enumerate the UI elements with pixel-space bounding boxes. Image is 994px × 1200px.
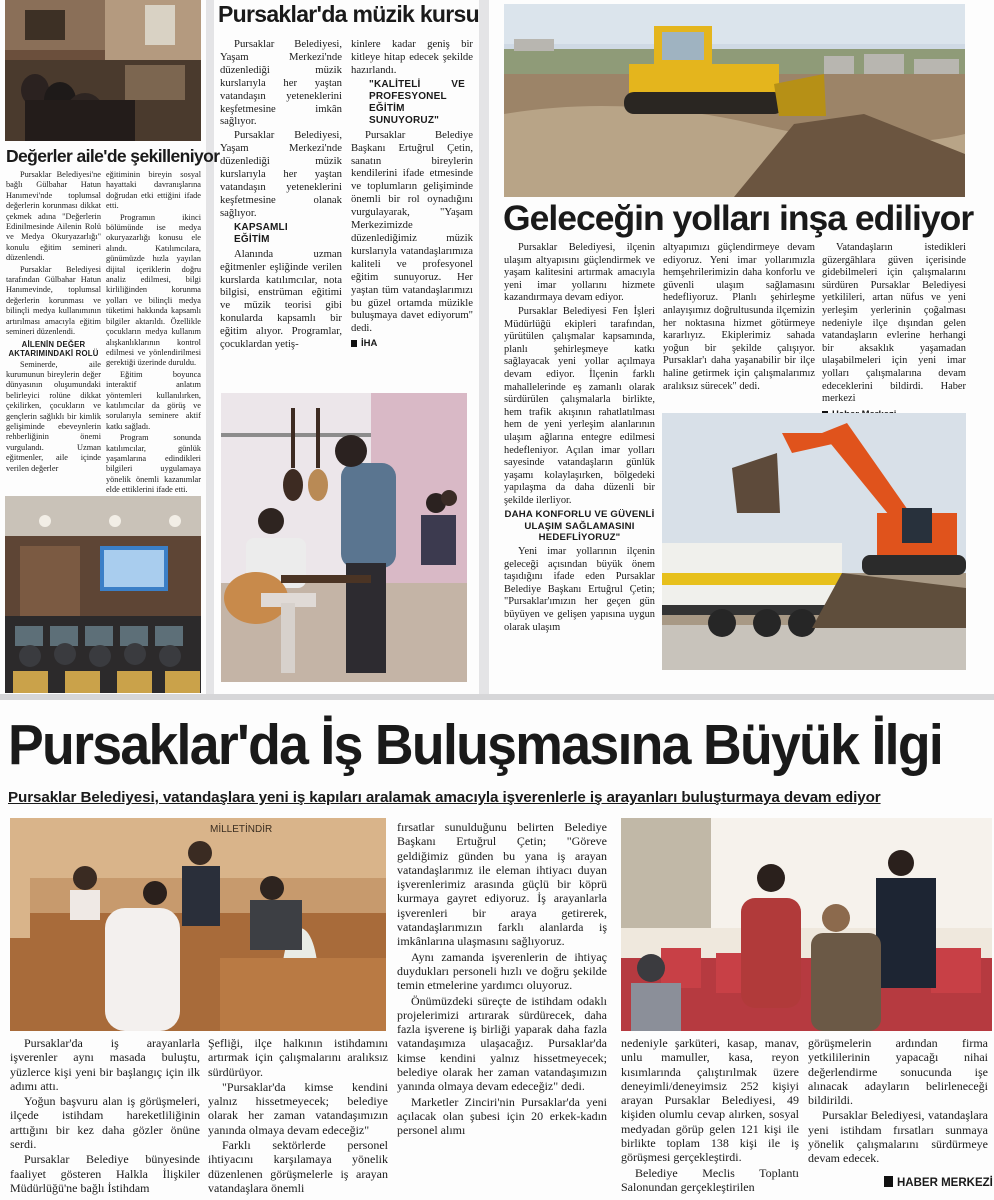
paragraph: Farklı sektörlerde personel ihtiyacını karşılamaya yönelik düzenlenen görüşmelerle iş arayan vatandaşlara önemli [208, 1138, 388, 1195]
paragraph: Pursaklar Belediyesi, ilçenin ulaşım altyapısını güçlendirmek ve yaşam kalitesini artırmak amacıyla yeni imar yollarını hizmete kazandırmaya devam ediyor. [504, 242, 655, 304]
muzik-subhead-2: "KALİTELİ VE PROFESYONEL EĞİTİM SUNUYORUZ" [369, 78, 465, 126]
paragraph: Yoğun başvuru alan iş görüşmeleri, ilçede istihdam hareketliliğinin arttığını bir kez daha gözler önüne serdi. [10, 1094, 200, 1152]
yollar-subhead: DAHA KONFORLU VE GÜVENLİ ULAŞIM SAĞLAMASINI HEDEFLİYORUZ" [504, 509, 655, 544]
yollar-col3 [822, 242, 966, 421]
paragraph: Pursaklar Belediye Başkanı Ertuğrul Çetin, sanatın bireylerin kendilerini ifade etmesinde ve toplumların gelişiminde önemli bir rol oynadığını vurgulayarak, "Yaşam Merkezimizde düzenlediğimiz müzik kurslarıyla vatandaşlarımıza kaliteli ve profesyonel eğitim sunuyoruz. Her yaştan tüm vatandaşlarımızı bu güzel ortamda müzikle buluşmaya davet ediyorum" dedi. [351, 128, 473, 335]
degerler-headline: Değerler aile'de şekilleniyor [6, 146, 220, 166]
paragraph: Pursaklar Belediyesi Fen İşleri Müdürlüğü ekipleri tarafından, yürütülen çalışmalar kapsamında, planlı şehirleşmeye katkı sağlayacak yeni yollar açılmaya devam ediyor. İlçenin farklı mahallelerinde eş zamanlı olarak sürdürülen çalışmalarla birlikte, hem trafik akışının rahatlatılması hem de yeni yerleşim alanlarının ulaşım ağlarına entegre edilmesi hedefleniyor. Açılan imar yolları sayesinde vatandaşların günlük yaşamı kolaylaşırken, bölgedeki yapılaşma da daha düzenli bir şekilde ilerliyor. [504, 305, 655, 506]
muzik-subhead-1: KAPSAMLI EĞİTİM [234, 221, 288, 245]
paragraph: Yeni imar yollarının ilçenin geleceği açısından büyük önem taşıdığını ifade eden Pursaklar Belediye Başkanı Ertuğrul Çetin; "Pursaklar'ımızın her geçen gün büyüyen ve gelişen yapısına uygun olarak ulaşım [504, 545, 655, 633]
muzik-col1 [220, 38, 342, 352]
paragraph: Önümüzdeki süreçte de istihdam odaklı projelerimizi artırarak sürdürecek, daha fazla işverene iş birliği yaparak daha fazla vatandaşımıza ulaşacağız. Pursaklar'da kimse kendini yalnız hissetmeyecek; belediye olarak her zaman vatandaşımızın yanında olmaya devam edeceğiz" dedi. [397, 993, 607, 1094]
yollar-headline: Geleceğin yolları inşa ediliyor [503, 198, 974, 238]
paragraph: Pursaklar Belediyesi, vatandaşlara yeni istihdam fırsatları sunmaya yönelik çalışmalarını sürdürmeye devam edecek. [808, 1108, 988, 1166]
seminar-photo-top [5, 0, 201, 141]
paragraph: Pursaklar Belediyesi, Yaşam Merkezi'nde düzenlediği müzik kurslarıyla her yaştan vatandaşın yeteneklerini keşfetmesine olanak sağlıyor. [220, 129, 342, 219]
byline-square-icon [351, 340, 357, 347]
is-col2 [208, 1036, 388, 1196]
byline-square-icon [884, 1176, 893, 1187]
is-col3 [621, 1036, 799, 1195]
is-subheadline-text: Pursaklar Belediyesi, vatandaşlara yeni iş kapıları aralamak amacıyla işverenlerle iş arayanları buluşturmaya devam ediyor [8, 789, 881, 806]
paragraph: altyapımızı güçlendirmeye devam ediyoruz. Yeni imar yollarımızla hemşehrilerimizin daha konforlu ve güvenli ulaşım sağlamasını hedefliyoruz. Planlı şehirleşme anlayışımız doğrultusunda ilçemizin her noktasına hizmet götürmeye kararlıyız. Ekiplerimiz sahada yoğun bir şekilde çalışıyor. Pursaklar'ı daha yaşanabilir bir ilçe haline getirmek için çalışmalarımız aralıksız sürecek" dedi. [663, 242, 815, 392]
is-byline [884, 1176, 993, 1189]
is-col4 [808, 1036, 988, 1167]
is-mid-col [397, 820, 607, 1139]
muzik-byline [351, 338, 473, 351]
job-interview-photo-right [621, 818, 992, 1031]
paragraph: kinlere kadar geniş bir kitleye hitap edecek şekilde hazırlandı. [351, 38, 473, 76]
excavator-photo [662, 413, 966, 670]
degerler-col2 [106, 170, 201, 509]
yollar-col2 [663, 242, 815, 394]
paragraph: Program sonunda katılımcılar, günlük yaşamlarına edindikleri bilgileri uygulamaya yönelik önemli kazanımlar elde ettiklerini ifade etti. [106, 433, 201, 495]
yollar-col1 [504, 242, 655, 635]
column-divider [479, 0, 489, 694]
paragraph: Şefliği, ilçe halkının istihdamını artırmak için çalışmalarını aralıksız sürdürüyor. [208, 1036, 388, 1079]
paragraph: "Pursaklar'da kimse kendini yalnız hissetmeyecek; belediye olarak her zaman vatandaşımızın yanında olmaya devam edeceğiz" [208, 1079, 388, 1137]
paragraph: Pursaklar Belediye bünyesinde faaliyet gösteren Halkla İlişkiler Müdürlüğü'ne bağlı İstihdam [10, 1152, 200, 1195]
section-divider [0, 694, 994, 700]
paragraph: eğitiminin bireyin sosyal hayattaki davranışlarına doğrudan etki ettiğini ifade etti. [106, 170, 201, 211]
degerler-col1 [6, 170, 101, 475]
paragraph: Eğitim boyunca interaktif anlatım yöntemleri kullanılırken, katılımcılar da görüş ve sorularıyla seminere aktif katkı sağladı. [106, 369, 201, 431]
paragraph: Belediye Meclis Toplantı Salonundan gerçekleştirilen [621, 1165, 799, 1194]
paragraph: Marketler Zinciri'nin Pursaklar'da yeni açılacak olan şubesi için 20 erkek-kadın personel alımı [397, 1094, 607, 1138]
paragraph: fırsatlar sunulduğunu belirten Belediye Başkanı Ertuğrul Çetin; "Göreve geldiğimiz günden bu yana iş arayan vatandaşlarımız ile eleman ihtiyacı duyan işverenlerimiz arasında güçlü bir köprü kurmaya gayret ediyoruz. İş arayanlarla işverenleri bir araya getirerek, vatandaşlarımızın farklı alanlarda iş imkânlarına ulaşmasını sağlıyoruz. [397, 820, 607, 949]
sign-text: MİLLETİNDİR [210, 824, 273, 835]
muzik-col2 [351, 38, 473, 351]
paragraph: Vatandaşların istedikleri güzergâhlara güven içerisinde gidebilmeleri için çalışmalarını sürdüren Pursaklar Belediyesi yetkilileri, artan nüfus ve yeni yerleşim yerlerinin çoğalması nedeniyle ilçe dışından gelen vatandaşların evlerine herhangi bir aksaklık yaşamadan ulaşabilmeleri için yeni imar yolları çalışmalarına devam edeceklerini bildirdi. Haber merkezi [822, 242, 966, 405]
seminar-photo-bottom [5, 496, 201, 693]
is-headline: Pursaklar'da İş Buluşmasına Büyük İlgi [8, 713, 943, 777]
music-class-photo [221, 393, 467, 682]
paragraph: Pursaklar Belediyesi'ne bağlı Gülbahar Hatun Hanımevi'nde toplumsal değerlerin korunması dikkat çekmek adına "Değerlerin Edinilmesinde Ailenin Rolü ve Medya Okuryazarlığı" konulu eğitim semineri düzenlendi. [6, 170, 101, 263]
is-subheadline [8, 789, 994, 807]
paragraph: Aynı zamanda işverenlerin de ihtiyaç duydukları personeli hızlı ve doğru şekilde temin etmelerine yardımcı oluyoruz. [397, 949, 607, 993]
job-interview-photo-left [10, 818, 386, 1031]
degerler-subhead: AİLENİN DEĞER AKTARIMINDAKİ ROLÜ [8, 339, 99, 358]
bulldozer-photo [504, 4, 965, 197]
paragraph: Alanında uzman eğitmenler eşliğinde verilen kurslarda katılımcılar, nota bilgisi, enstrüman eğitimi ve müzik teorisi gibi konularda kapsamlı bir eğitim alıyor. Programlar, çocuklardan yetiş- [220, 247, 342, 351]
byline-text: İHA [361, 338, 378, 350]
paragraph: nedeniyle şarküteri, kasap, manav, unlu mamuller, kasa, reyon kısımlarında çalıştırılmak üzere deneyimli/deneyimsiz 252 kişiyi arayan Pursaklar Belediyesi, 49 kişiden olumlu cevap alırken, sosyal medyadan görüp gelen 121 kişi ile birlikte toplam 138 kişi ile iş görüşmesi gerçekleştirdi. [621, 1036, 799, 1165]
byline-text: HABER MERKEZİ [897, 1177, 993, 1189]
paragraph: Programın ikinci bölümünde ise medya okuryazarlığı konusu ele alındı. Katılımcılara, günümüzde hızla yayılan dijital içeriklerin doğru analiz edilmesi, bilgi kirliliğinden korunma yolları ve bilinçli medya tüketimi hakkında kapsamlı bilgiler aktarıldı. Özellikle çocukların medya kullanım alışkanlıklarının kontrol edilmesi ve yönlendirilmesi gerektiği üzerinde duruldu. [106, 212, 201, 368]
muzik-headline: Pursaklar'da müzik kursu [218, 1, 479, 27]
is-col1 [10, 1036, 200, 1196]
paragraph: Pursaklar Belediyesi, Yaşam Merkezi'nde düzenlediği müzik kurslarıyla her yaştan vatandaşın yeteneklerini keşfetmesine imkân sağlıyor. [220, 38, 342, 128]
paragraph: Pursaklar'da iş arayanlarla işverenler aynı masada buluştu, yüzlerce kişi yeni bir başlangıç için ilk adımı attı. [10, 1036, 200, 1093]
paragraph: Seminerde, aile kurumunun bireylerin değer dünyasının oluşumundaki belirleyici rolüne dikkat çekilirken, çocukların ve gençlerin sağlıklı bir kimlik gelişiminde ebeveynlerin rehberliğinin önemi vurgulandı. Uzman eğitmenler, aile içinde verilen değerler [6, 359, 101, 473]
paragraph: Pursaklar Belediyesi tarafından Gülbahar Hatun Hanımevinde, toplumsal değerlerin korunması ve bilinçli medya kullanımının artırılması amacıyla eğitim semineri düzenlendi. [6, 264, 101, 337]
column-divider [206, 0, 214, 694]
paragraph: görüşmelerin ardından firma yetkililerinin yapacağı nihai değerlendirme sonucunda işe alınacak adayların belirleneceği bildirildi. [808, 1036, 988, 1108]
